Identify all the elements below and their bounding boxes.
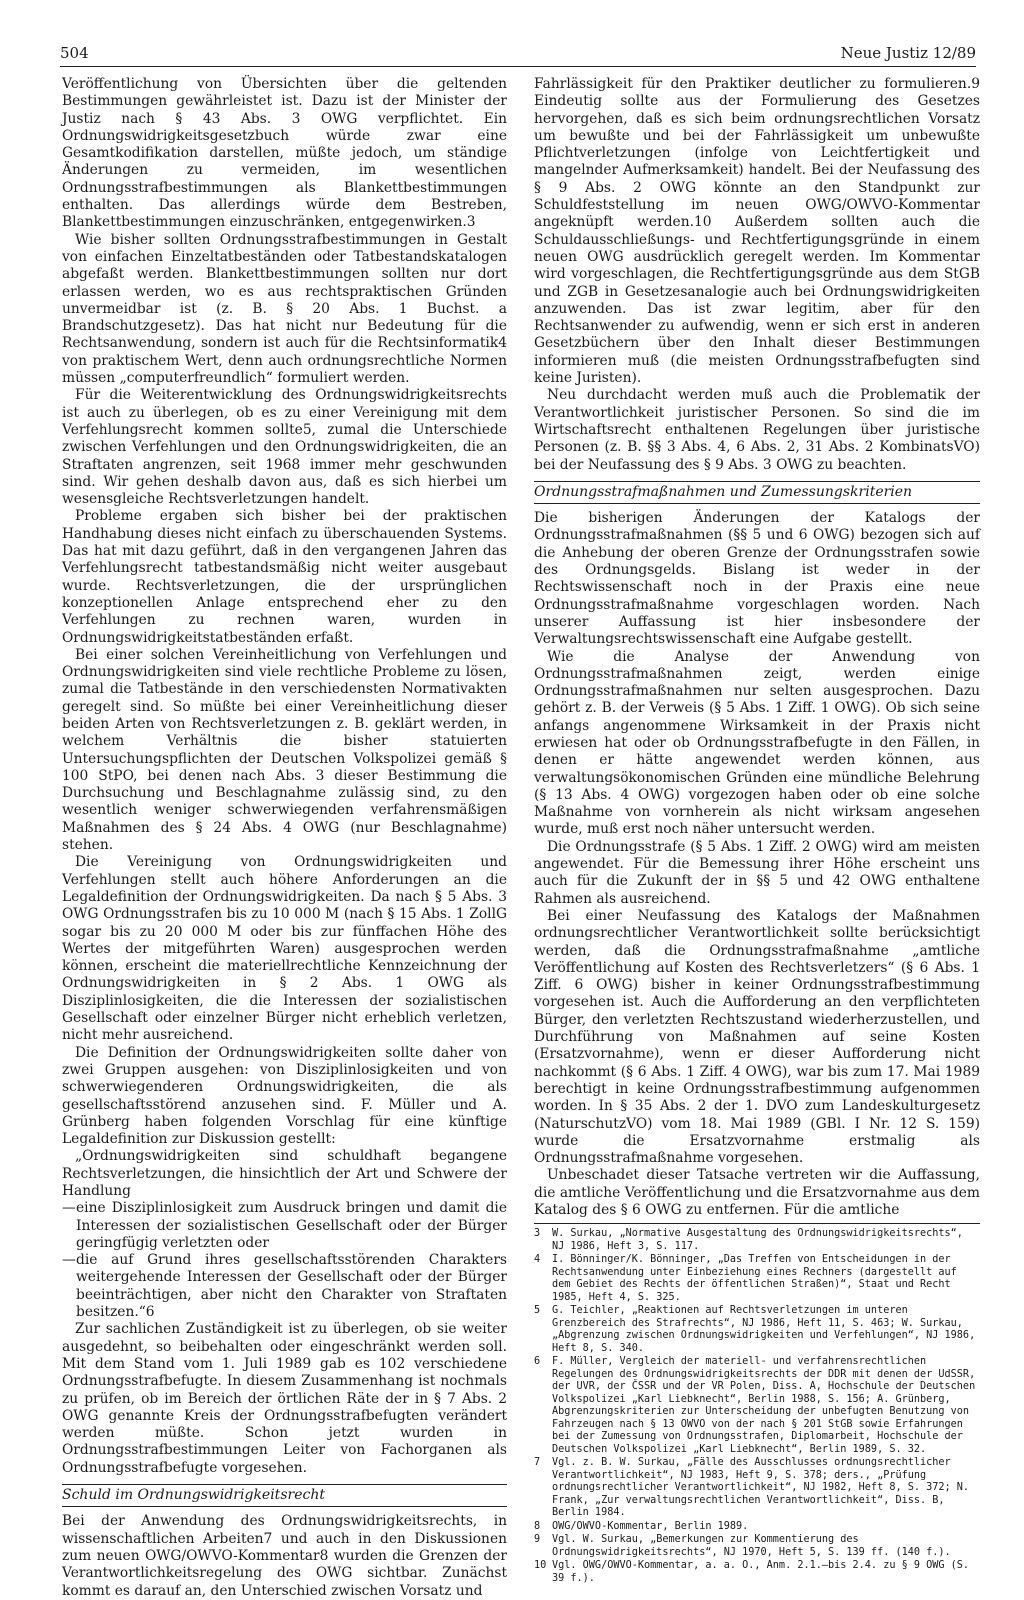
footnote-text: Vgl. z. B. W. Surkau, „Fälle des Ausschlusses ordnungsrechtlicher Verantwortlichkeit“, NJ 1983, Heft 9, S. 378; ders., „Prüfung ordnungsrechtlicher Verantwortlichkeit“, NJ 1982, Heft 8, S. 372; N. Frank, „Zur verwaltungsrechtlichen Verantwortlichkeit“, Diss. B, Berlin 1984. — [552, 1457, 970, 1519]
footnote-text: F. Müller, Vergleich der materiell- und verfahrensrechtlichen Regelungen des Ordnungswidrigkeitsrechts der DDR mit denen der UdSSR, der UVR, der ČSSR und der VR Polen, Diss. A, Hochschule der Deutschen Volkspolizei „Karl Liebknecht“, Berlin 1988, S. 156; A. Grünberg, Abgrenzungskriterien zur Unterscheidung der unbefugten Benutzung von Fahrzeugen nach § 13 OWVO von der nach § 201 StGB sowie Erfahrungen bei der Zumessung von Ordnungsstrafen, Diplomarbeit, Hochschule der Deutschen Volkspolizei „Karl Liebknecht“, Berlin 1989, S. 32. — [552, 1356, 976, 1455]
footnote — [534, 1457, 980, 1520]
footnote — [534, 1521, 980, 1534]
footnote-number: 6 — [534, 1356, 541, 1368]
page-number: 504 — [60, 44, 89, 62]
footnote-text: I. Bönninger/K. Bönninger, „Das Treffen von Entscheidungen in der Rechtsanwendung unter Einbeziehung eines Rechners (dargestellt auf dem Gebiet des Rechts der öffentlichen Straßen)“, Staat und Recht 1985, Heft 4, S. 325. — [552, 1254, 957, 1303]
definition-list — [62, 1200, 507, 1321]
footnote-number: 3 — [534, 1228, 541, 1240]
footnote-number: 4 — [534, 1254, 541, 1266]
footnote-number: 9 — [534, 1534, 541, 1546]
journal-issue: Neue Justiz 12/89 — [840, 44, 976, 62]
footnote-text: Vgl. W. Surkau, „Bemerkungen zur Kommentierung des Ordnungswidrigkeitsrechts“, NJ 1970, Heft 5, S. 139 ff. (140 f.). — [552, 1534, 951, 1558]
footnote-number: 7 — [534, 1457, 541, 1469]
paragraph: Fahrlässigkeit für den Praktiker deutlicher zu formulieren.9 Eindeutig sollte aus der Formulierung des Gesetzes hervorgehen, daß es sich beim ordnungsrechtlichen Vorsatz um bewußte und bei der Fahrlässigkeit um unbewußte Pflichtverletzungen (infolge von Leichtfertigkeit und mangelnder Aufmerksamkeit) handelt. Bei der Neufassung des § 9 Abs. 2 OWG könnte an den Standpunkt zur Schuldfeststellung im neuen OWG/OWVO-Kommentar angeknüpft werden.10 Außerdem sollten auch die Schuldausschließungs- und Rechtfertigungsgründe in einem neuen OWG ausdrücklich geregelt werden. Im Kommentar wird vorgeschlagen, die Rechtfertigungsgründe aus dem StGB und ZGB in Gesetzesanalogie auch bei Ordnungswidrigkeiten anzuwenden. Das ist zwar legitim, aber für den Rechtsanwender zu aufwendig, wenn er sich erst in anderen Gesetzbüchern über den Inhalt dieser Bestimmungen informieren muß (die meisten Ordnungsstrafbefugten sind keine Juristen). — [534, 76, 980, 387]
page-header — [60, 44, 976, 67]
footnote — [534, 1534, 980, 1559]
footnote — [534, 1560, 980, 1585]
paragraph: Unbeschadet dieser Tatsache vertreten wir die Auffassung, die amtliche Veröffentlichung und die Ersatzvornahme aus dem Katalog des § 6 OWG zu entfernen. Für die amtliche — [534, 1167, 980, 1218]
paragraph: Bei der Anwendung des Ordnungswidrigkeitsrechts, in wissenschaftlichen Arbeiten7 und auch in den Diskussionen zum neuen OWG/OWVO-Kommentar8 wurden die Grenzen der Verantwortlichkeitsregelung des OWG sichtbar. Zunächst kommt es darauf an, den Unterschied zwischen Vorsatz und — [62, 1513, 507, 1599]
section-heading: Schuld im Ordnungswidrigkeitsrecht — [62, 1484, 507, 1507]
footnote-text: OWG/OWVO-Kommentar, Berlin 1989. — [552, 1520, 749, 1532]
paragraph: Veröffentlichung von Übersichten über die geltenden Bestimmungen gewährleistet ist. Dazu ist der Minister der Justiz nach § 43 Abs. 3 OWG verpflichtet. Ein Ordnungswidrigkeitsgesetzbuch würde zwar eine Gesamtkodifikation darstellen, müßte jedoch, um ständige Änderungen zu vermeiden, im wesentlichen Ordnungsstrafbestimmungen als Blankettbestimmungen enthalten. Das allerdings würde dem Bestreben, Blankettbestimmungen einzuschränken, entgegenwirken.3 — [62, 76, 507, 231]
right-column — [534, 76, 980, 1586]
footnote-text: Vgl. OWG/OWVO-Kommentar, a. a. O., Anm. 2.1.—bis 2.4. zu § 9 OWG (S. 39 f.). — [552, 1560, 970, 1584]
footnote-text: W. Surkau, „Normative Ausgestaltung des Ordnungswidrigkeitsrechts“, NJ 1986, Heft 3, S. 117. — [552, 1228, 963, 1252]
section-heading: Ordnungsstrafmaßnahmen und Zumessungskriterien — [534, 481, 980, 504]
paragraph: Zur sachlichen Zuständigkeit ist zu überlegen, ob sie weiter ausgedehnt, so beibehalten oder eingeschränkt werden soll. Mit dem Stand vom 1. Juli 1989 gab es 102 verschiedene Ordnungsstrafbefugte. In diesem Zusammenhang ist nochmals zu prüfen, ob im Bereich der örtlichen Räte der in § 7 Abs. 2 OWG genannte Kreis der Ordnungsstrafbefugten verändert werden müßte. Schon jetzt wurden in Ordnungsstrafbestimmungen Leiter von Fachorganen als Ordnungsstrafbefugte vorgesehen. — [62, 1321, 507, 1476]
left-column — [62, 76, 507, 1600]
paragraph: Die Definition der Ordnungswidrigkeiten sollte daher von zwei Gruppen ausgehen: von Disziplinlosigkeiten und von schwerwiegenderen Ordnungswidrigkeiten, die als gesellschaftsstörend anzusehen sind. F. Müller und A. Grünberg haben folgenden Vorschlag für eine künftige Legaldefinition zur Diskussion gestellt: — [62, 1044, 507, 1148]
footnotes — [534, 1223, 980, 1585]
paragraph: Neu durchdacht werden muß auch die Problematik der Verantwortlichkeit juristischer Personen. So sind die im Wirtschaftsrecht enthaltenen Regelungen über juristische Personen (z. B. §§ 3 Abs. 4, 6 Abs. 2, 31 Abs. 2 KombinatsVO) bei der Neufassung des § 9 Abs. 3 OWG zu beachten. — [534, 387, 980, 473]
footnote — [534, 1356, 980, 1456]
list-item: — eine Disziplinlosigkeit zum Ausdruck bringen und damit die Interessen der sozialistischen Gesellschaft oder der Bürger geringfügig verletzten oder — [76, 1200, 507, 1252]
footnote-text: G. Teichler, „Reaktionen auf Rechtsverletzungen im unteren Grenzbereich des Strafrechts“, NJ 1986, Heft 11, S. 463; W. Surkau, „Abgrenzung zwischen Ordnungswidrigkeiten und Verfehlungen“, NJ 1986, Heft 8, S. 340. — [552, 1305, 976, 1354]
paragraph: Probleme ergaben sich bisher bei der praktischen Handhabung dieses nicht einfach zu überschauenden Systems. Das hat mit dazu geführt, daß in den vergangenen Jahren das Verfehlungsrecht tatbestandsmäßig nicht weiter ausgebaut wurde. Rechtsverletzungen, die der ursprünglichen konzeptionellen Anlage entsprechend eher zu den Verfehlungen zu rechnen waren, wurden in Ordnungswidrigkeitstatbeständen erfaßt. — [62, 508, 507, 646]
footnote — [534, 1254, 980, 1304]
paragraph: „Ordnungswidrigkeiten sind schuldhaft begangene Rechtsverletzungen, die hinsichtlich der Art und Schwere der Handlung — [62, 1148, 507, 1199]
paragraph: Die bisherigen Änderungen der Katalogs der Ordnungsstrafmaßnahmen (§§ 5 und 6 OWG) bezogen sich auf die Anhebung der oberen Grenze der Ordnungsstrafen sowie des Ordnungsgelds. Bislang ist weder in der Rechtswissenschaft noch in der Praxis eine neue Ordnungsstrafmaßnahme vorgeschlagen worden. Nach unserer Auffassung ist hier insbesondere der Verwaltungsrechtswissenschaft eine Aufgabe gestellt. — [534, 510, 980, 648]
footnote-number: 10 — [534, 1560, 547, 1572]
paragraph: Für die Weiterentwicklung des Ordnungswidrigkeitsrechts ist auch zu überlegen, ob es zu einer Vereinigung mit dem Verfehlungsrecht kommen sollte5, zumal die Unterschiede zwischen Verfehlungen und den Ordnungswidrigkeiten, die an Straftaten angrenzen, seit 1968 immer mehr geschwunden sind. Wir gehen deshalb davon aus, daß es sich hierbei um wesensgleiche Rechtsverletzungen handelt. — [62, 387, 507, 508]
paragraph: Die Vereinigung von Ordnungswidrigkeiten und Verfehlungen stellt auch höhere Anforderungen an die Legaldefinition der Ordnungswidrigkeiten. Da nach § 5 Abs. 3 OWG Ordnungsstrafen bis zu 10 000 M (nach § 15 Abs. 1 ZollG sogar bis zu 20 000 M oder bis zur fünffachen Höhe des Wertes der mitgeführten Waren) ausgesprochen werden können, erscheint die materiellrechtliche Kennzeichnung der Ordnungswidrigkeiten in § 2 Abs. 1 OWG als Disziplinlosigkeiten, die die Interessen der sozialistischen Gesellschaft oder einzelner Bürger nicht erheblich verletzen, nicht mehr ausreichend. — [62, 854, 507, 1044]
paragraph: Die Ordnungsstrafe (§ 5 Abs. 1 Ziff. 2 OWG) wird am meisten angewendet. Für die Bemessung ihrer Höhe erscheint uns auch für die Zukunft der in §§ 5 und 42 OWG enthaltene Rahmen als ausreichend. — [534, 838, 980, 907]
paragraph: Wie die Analyse der Anwendung von Ordnungsstrafmaßnahmen zeigt, werden einige Ordnungsstrafmaßnahmen nur selten ausgesprochen. Dazu gehört z. B. der Verweis (§ 5 Abs. 1 Ziff. 1 OWG). Ob sich seine anfangs angenommene Wirksamkeit in der Praxis nicht erwiesen hat oder ob Ordnungsstrafbefugte in den Fällen, in denen er hätte angewendet werden können, aus verwaltungsökonomischen Gründen eine mündliche Belehrung (§ 13 Abs. 4 OWG) vorgezogen haben oder ob eine solche Maßnahme von vornherein als nicht wirksam angesehen wurde, muß erst noch näher untersucht werden. — [534, 648, 980, 838]
paragraph: Wie bisher sollten Ordnungsstrafbestimmungen in Gestalt von einfachen Einzeltatbeständen oder Tatbestandskatalogen abgefaßt werden. Blankettbestimmungen sollten nur dort erlassen werden, wo es aus rechtspraktischen Gründen unvermeidbar ist (z. B. § 20 Abs. 1 Buchst. a Brandschutzgesetz). Das hat nicht nur Bedeutung für die Rechtsanwendung, sondern ist auch für die Rechtsinformatik4 von praktischem Wert, denn auch ordnungsrechtliche Normen müssen „computerfreundlich“ formuliert werden. — [62, 231, 507, 387]
footnote — [534, 1228, 980, 1253]
footnote-number: 5 — [534, 1305, 541, 1317]
footnote — [534, 1305, 980, 1355]
paragraph: Bei einer Neufassung des Katalogs der Maßnahmen ordnungsrechtlicher Verantwortlichkeit sollte berücksichtigt werden, daß die Ordnungsstrafmaßnahme „amtliche Veröffentlichung auf Kosten des Rechtsverletzers“ (§ 6 Abs. 1 Ziff. 6 OWG) bisher in keiner Ordnungsstrafbestimmung vorgesehen ist. Auch die Aufforderung an den verpflichteten Bürger, den verletzten Rechtszustand wiederherzustellen, und Durchführung von Maßnahmen auf seine Kosten (Ersatzvornahme), wenn er dieser Aufforderung nicht nachkommt (§ 6 Abs. 1 Ziff. 4 OWG), war bis zum 17. Mai 1989 berechtigt in keine Ordnungsstrafbestimmung aufgenommen worden. In § 35 Abs. 2 der 1. DVO zum Landeskulturgesetz (NaturschutzVO) vom 18. Mai 1989 (GBl. I Nr. 12 S. 159) wurde die Ersatzvornahme erstmalig als Ordnungsstrafmaßnahme vorgesehen. — [534, 907, 980, 1167]
list-item: — die auf Grund ihres gesellschaftsstörenden Charakters weitergehende Interessen der Gesellschaft oder der Bürger beeinträchtigen, aber nicht den Charakter von Straftaten besitzen.“6 — [76, 1252, 507, 1321]
footnote-number: 8 — [534, 1520, 541, 1532]
paragraph: Bei einer solchen Vereinheitlichung von Verfehlungen und Ordnungswidrigkeiten sind viele rechtliche Probleme zu lösen, zumal die Tatbestände in den verschiedensten Normativakten geregelt sind. So müßte bei einer Vereinheitlichung dieser beiden Arten von Rechtsverletzungen z. B. geklärt werden, in welchem Verhältnis die bisher statuierten Untersuchungspflichten der Deutschen Volkspolizei gemäß § 100 StPO, bei denen nach Abs. 3 dieser Bestimmung die Durchsuchung und Beschlagnahme zulässig sind, zu den wesentlich weniger schwerwiegenden verfahrensmäßigen Maßnahmen des § 24 Abs. 4 OWG (nur Beschlagnahme) stehen. — [62, 646, 507, 854]
